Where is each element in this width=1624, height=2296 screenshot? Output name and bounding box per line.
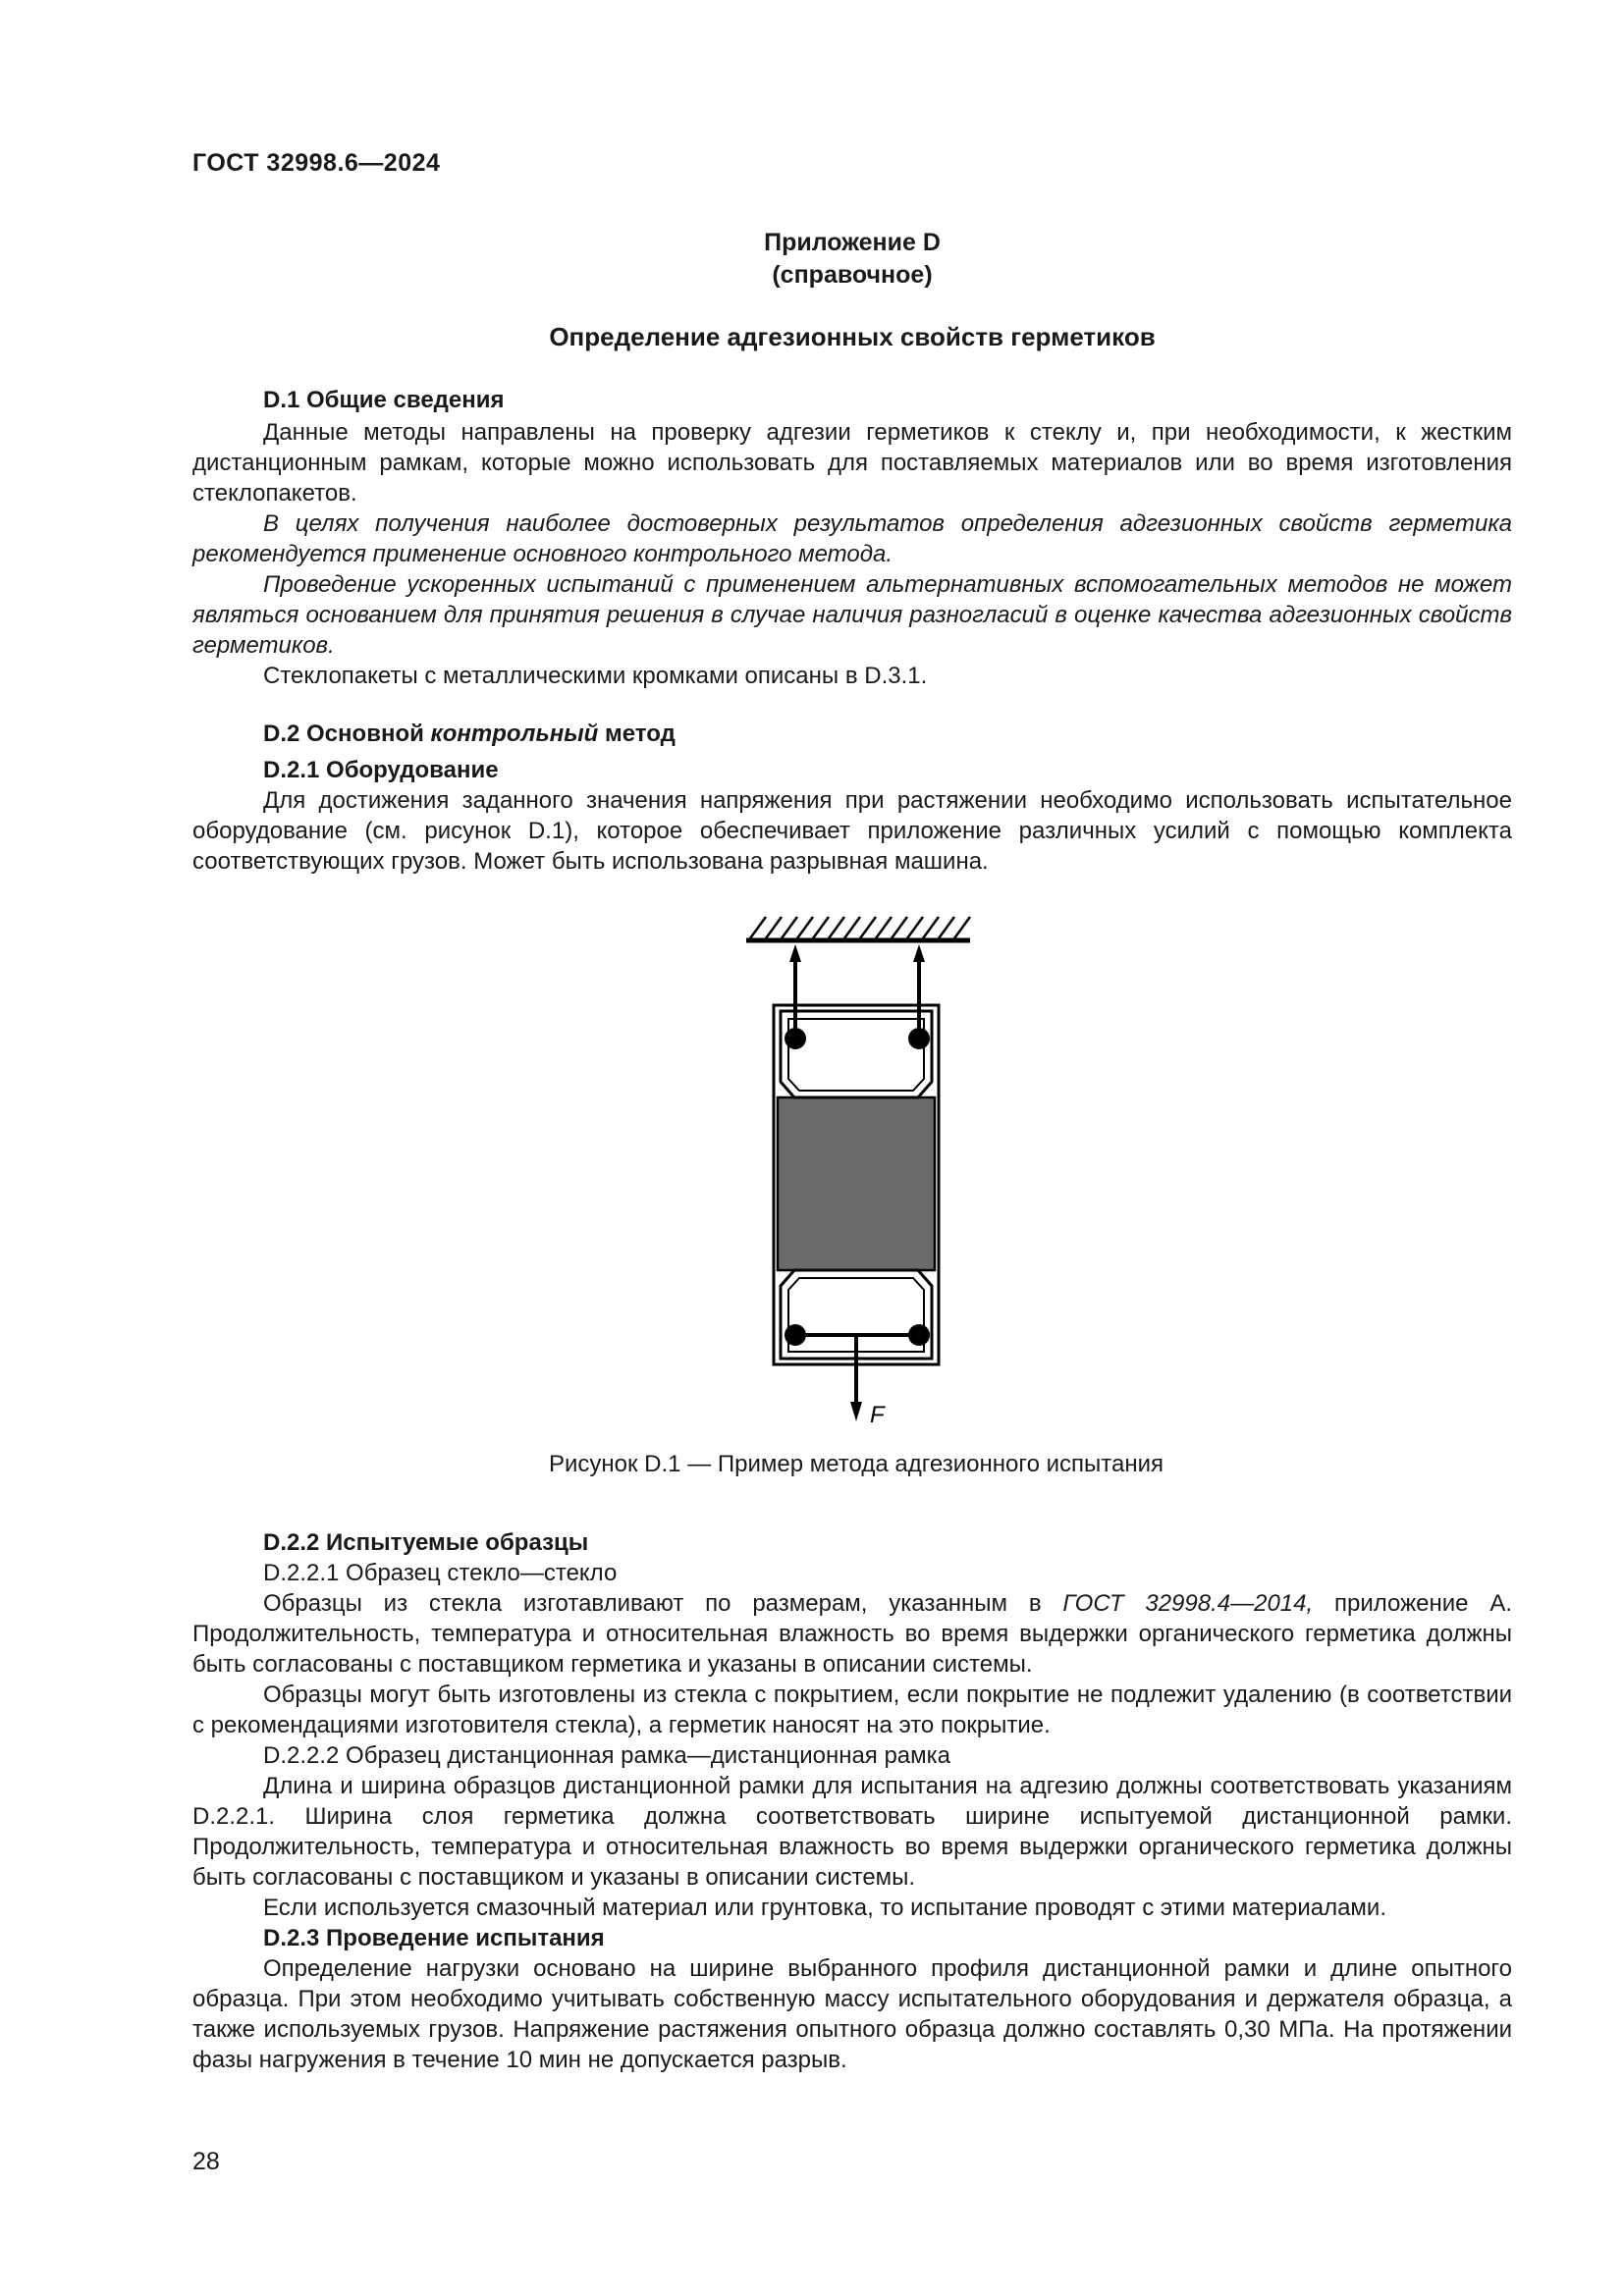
section-d2-heading [192, 719, 1512, 749]
top-holder [781, 1011, 932, 1097]
paragraph-part: приложение А. Продолжительность, температура и относительная влажность во время выдержки органического герметика должны быть согласованы с поставщиком герметика и указаны в описании системы. [192, 1590, 1513, 1678]
sealant-layer [778, 1097, 935, 1270]
force-label: F [870, 1402, 885, 1428]
paragraph-part: Образцы из стекла изготавливают по размерам, указанным в [263, 1590, 1063, 1617]
pin-icon [785, 1028, 806, 1049]
section-d23-paragraph: Определение нагрузки основано на ширине выбранного профиля дистанционной рамки и длине опытного образца. При этом необходимо учитывать собственную массу испытательного оборудования и держателя образца, а также используемых грузов. Напряжение растяжения опытного образца должно составлять 0,30 МПа. На протяжении фазы нагружения в течение 10 мин не допускается разрыв. [192, 1955, 1512, 2073]
section-d22-heading: D.2.2 Испытуемые образцы [263, 1529, 589, 1556]
section-d221-paragraph [192, 1588, 1512, 1680]
section-d1-paragraph: В целях получения наиболее достоверных результатов определения адгезионных свойств герметика рекомендуется применение основного контрольного метода. [192, 510, 1512, 567]
standard-reference: ГОСТ 32998.4—2014, [1062, 1590, 1314, 1617]
page-number: 28 [192, 2148, 220, 2175]
pin-icon [908, 1028, 930, 1049]
document-id: ГОСТ 32998.6—2024 [192, 149, 441, 177]
section-d1-paragraph: Данные методы направлены на проверку адгезии герметиков к стеклу и, при необходимости, к жестким дистанционным рамкам, которые можно использовать для поставляемых материалов или во время изготовления стеклопакетов. [192, 419, 1512, 507]
heading-part: метод [598, 721, 676, 747]
section-d21-paragraph: Для достижения заданного значения напряжения при растяжении необходимо использовать испытательное оборудование (см. рисунок D.1), которое обеспечивает приложение различных усилий с помощью комплекта соответствующих грузов. Может быть использована разрывная машина. [192, 787, 1512, 875]
pin-icon [908, 1324, 930, 1346]
section-d1-heading: D.1 Общие сведения [263, 387, 505, 413]
figure-caption: Рисунок D.1 — Пример метода адгезионного испытания [549, 1451, 1164, 1477]
section-d221-heading: D.2.2.1 Образец стекло—стекло [263, 1560, 618, 1586]
figure-d1 [0, 905, 1624, 1435]
section-d222-paragraph: Если используется смазочный материал или грунтовка, то испытание проводят с этими материалами. [263, 1895, 1386, 1921]
section-d222-paragraph: Длина и ширина образцов дистанционной рамки для испытания на адгезию должны соответствовать указаниям D.2.2.1. Ширина слоя герметика должна соответствовать ширине испытуемой дистанционной рамки. Продолжительность, температура и относительная влажность во время выдержки органического герметика должны быть согласованы с поставщиком и указаны в описании системы. [192, 1773, 1512, 1891]
section-d1-paragraph: Проведение ускоренных испытаний с применением альтернативных вспомогательных методов не может являться основанием для принятия решения в случае наличия разногласий в оценке качества адгезионных свойств герметиков. [192, 571, 1512, 659]
section-d222-heading: D.2.2.2 Образец дистанционная рамка—дистанционная рамка [263, 1742, 951, 1769]
heading-part-italic: контрольный [430, 721, 599, 747]
appendix-heading: Определение адгезионных свойств герметиков [549, 322, 1156, 351]
pin-icon [785, 1324, 806, 1346]
section-d23-heading: D.2.3 Проведение испытания [263, 1925, 605, 1951]
arrow-down-icon [850, 1402, 862, 1421]
fixed-support-icon [746, 917, 970, 940]
section-d1-paragraph: Стеклопакеты с металлическими кромками описаны в D.3.1. [263, 663, 928, 689]
appendix-subtitle: (справочное) [772, 261, 933, 289]
heading-part: D.2 Основной [263, 721, 431, 747]
arrow-up-icon [913, 944, 925, 962]
arrow-up-icon [789, 944, 801, 962]
section-d22 [192, 1527, 1512, 2075]
section-d2 [192, 719, 1512, 877]
appendix-title: Приложение D [764, 229, 941, 256]
section-d21-heading: D.2.1 Оборудование [263, 757, 499, 783]
section-d221-paragraph: Образцы могут быть изготовлены из стекла с покрытием, если покрытие не подлежит удалению (в соответствии с рекомендациями изготовителя стекла), а герметик наносят на это покрытие. [192, 1682, 1512, 1738]
section-d1 [192, 385, 1512, 691]
adhesion-test-diagram [727, 905, 982, 1435]
